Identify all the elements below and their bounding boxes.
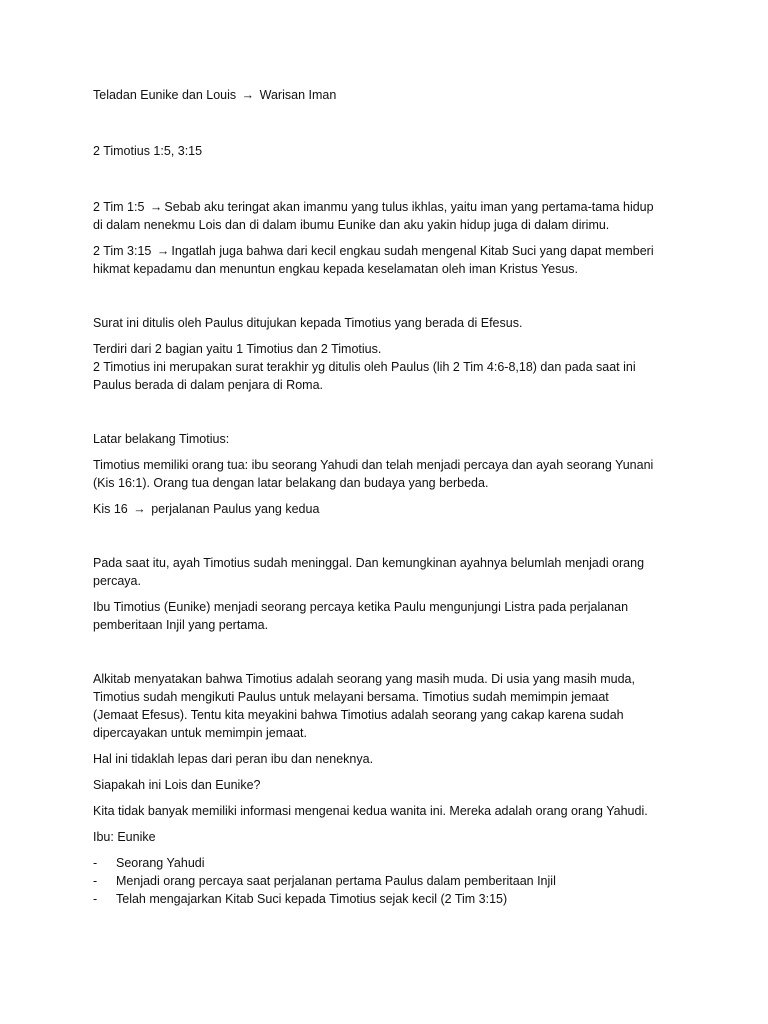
title-subtext: Warisan Iman bbox=[259, 88, 337, 102]
paragraph-line: Alkitab menyatakan bahwa Timotius adalah seorang yang masih muda. Di usia yang masih muda, bbox=[93, 672, 635, 686]
dash-bullet: - bbox=[93, 856, 98, 870]
dash-bullet: - bbox=[93, 874, 98, 888]
verse-line: hikmat kepadamu dan menuntun engkau kepada keselamatan oleh iman Kristus Yesus. bbox=[93, 262, 579, 276]
paragraph-line: Terdiri dari 2 bagian yaitu 1 Timotius dan 2 Timotius. bbox=[93, 342, 382, 356]
paragraph-line: dipercayakan untuk memimpin jemaat. bbox=[93, 726, 307, 740]
section-heading: Latar belakang Timotius: bbox=[93, 432, 230, 446]
parents-paragraph bbox=[93, 554, 683, 590]
kis-ref: Kis 16 bbox=[93, 502, 128, 516]
parents-paragraph bbox=[93, 598, 683, 634]
paragraph-line: Timotius sudah mengikuti Paulus untuk melayani bersama. Timotius sudah memimpin jemaat bbox=[93, 690, 609, 704]
verse-block bbox=[93, 198, 683, 234]
kis-line bbox=[93, 500, 683, 518]
bible-paragraph bbox=[93, 670, 683, 742]
verse-text: Ingatlah juga bahwa dari kecil engkau sudah mengenal Kitab Suci yang dapat memberi bbox=[171, 244, 654, 258]
title-text: Teladan Eunike dan Louis bbox=[93, 88, 237, 102]
right-arrow-icon: → bbox=[133, 502, 146, 516]
paragraph-line: (Kis 16:1). Orang tua dengan latar belakang dan budaya yang berbeda. bbox=[93, 476, 489, 490]
subheading-eunike: Ibu: Eunike bbox=[93, 830, 156, 844]
list-item bbox=[93, 890, 683, 908]
verse-line bbox=[93, 198, 683, 216]
verse-ref: 2 Tim 3:15 bbox=[93, 244, 152, 258]
paragraph-line: Ibu Timotius (Eunike) menjadi seorang percaya ketika Paulu mengunjungi Listra pada perjalanan bbox=[93, 600, 629, 614]
paragraph-line: 2 Timotius ini merupakan surat terakhir yg ditulis oleh Paulus (lih 2 Tim 4:6-8,18) dan pada saat ini bbox=[93, 360, 636, 374]
paragraph-line: Pada saat itu, ayah Timotius sudah meninggal. Dan kemungkinan ayahnya belumlah menjadi orang bbox=[93, 556, 645, 570]
right-arrow-icon: → bbox=[156, 244, 170, 258]
eunike-list bbox=[93, 854, 683, 908]
list-item-text: Telah mengajarkan Kitab Suci kepada Timotius sejak kecil (2 Tim 3:15) bbox=[116, 892, 508, 906]
list-item-text: Seorang Yahudi bbox=[116, 856, 205, 870]
scripture-reference: 2 Timotius 1:5, 3:15 bbox=[93, 144, 203, 158]
list-item-text: Menjadi orang percaya saat perjalanan pertama Paulus dalam pemberitaan Injil bbox=[116, 874, 556, 888]
list-item bbox=[93, 854, 683, 872]
right-arrow-icon: → bbox=[241, 88, 255, 102]
intro-paragraph bbox=[93, 340, 683, 394]
paragraph-line: pemberitaan Injil yang pertama. bbox=[93, 618, 269, 632]
dash-bullet: - bbox=[93, 892, 98, 906]
paragraph-line: Timotius memiliki orang tua: ibu seorang Yahudi dan telah menjadi percaya dan ayah seorang Yunani bbox=[93, 458, 654, 472]
background-paragraph bbox=[93, 456, 683, 492]
question-line: Siapakah ini Lois dan Eunike? bbox=[93, 778, 261, 792]
paragraph-line: percaya. bbox=[93, 574, 141, 588]
verse-block bbox=[93, 242, 683, 278]
verse-line bbox=[93, 242, 683, 260]
intro-paragraph: Surat ini ditulis oleh Paulus ditujukan kepada Timotius yang berada di Efesus. bbox=[93, 316, 523, 330]
paragraph-line: (Jemaat Efesus). Tentu kita meyakini bahwa Timotius adalah seorang yang cakap karena sudah bbox=[93, 708, 624, 722]
list-item bbox=[93, 872, 683, 890]
paragraph-line: Paulus berada di dalam penjara di Roma. bbox=[93, 378, 323, 392]
kis-text: perjalanan Paulus yang kedua bbox=[151, 502, 320, 516]
verse-line: di dalam nenekmu Lois dan di dalam ibumu Eunike dan aku yakin hidup juga di dalam dirimu. bbox=[93, 218, 610, 232]
bible-paragraph: Hal ini tidaklah lepas dari peran ibu dan neneknya. bbox=[93, 752, 374, 766]
right-arrow-icon: → bbox=[149, 200, 163, 214]
bible-paragraph: Kita tidak banyak memiliki informasi mengenai kedua wanita ini. Mereka adalah orang orang Yahudi. bbox=[93, 804, 648, 818]
document-title bbox=[93, 86, 683, 104]
verse-ref: 2 Tim 1:5 bbox=[93, 200, 145, 214]
page-content bbox=[93, 86, 683, 908]
verse-text: Sebab aku teringat akan imanmu yang tulus ikhlas, yaitu iman yang pertama-tama hidup bbox=[164, 200, 654, 214]
